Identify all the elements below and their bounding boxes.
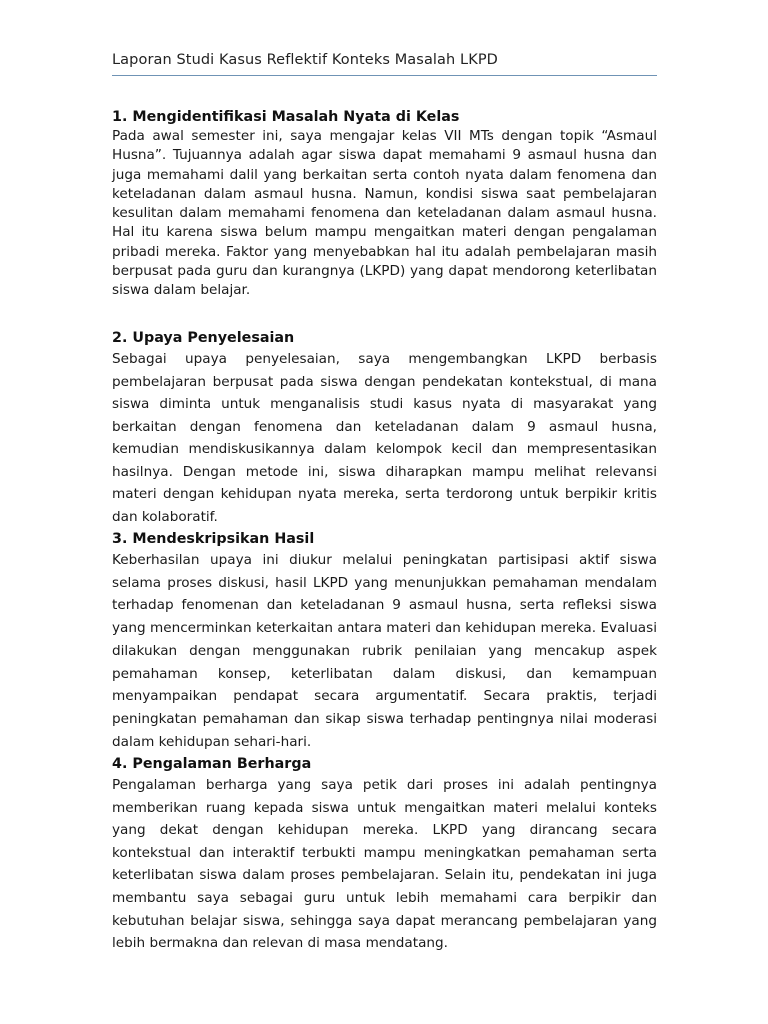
page-header: Laporan Studi Kasus Reflektif Konteks Masalah LKPD	[112, 52, 498, 68]
section-body: Pada awal semester ini, saya mengajar kelas VII MTs dengan topik “Asmaul Husna”. Tujuannya adalah agar siswa dapat memahami 9 asmaul husna dan juga memahami dalil yang berkaitan serta contoh nyata dalam fenomena dan keteladanan dalam asmaul husna. Namun, kondisi siswa saat pembelajaran kesulitan dalam memahami fenomena dan keteladanan dalam asmaul husna. Hal itu karena siswa belum mampu mengaitkan materi dengan pengalaman pribadi mereka. Faktor yang menyebabkan hal itu adalah pembelajaran masih berpusat pada guru dan kurangnya (LKPD) yang dapat mendorong keterlibatan siswa dalam belajar.	[112, 128, 657, 299]
section-heading: 3. Mendeskripsikan Hasil	[112, 531, 315, 547]
section-body: Keberhasilan upaya ini diukur melalui peningkatan partisipasi aktif siswa selama proses diskusi, hasil LKPD yang menunjukkan pemahaman mendalam terhadap fenomenan dan keteladanan 9 asmaul husna, serta refleksi siswa yang mencerminkan keterkaitan antara materi dan kehidupan mereka. Evaluasi dilakukan dengan menggunakan rubrik penilaian yang mencakup aspek pemahaman konsep, keterlibatan dalam diskusi, dan kemampuan menyampaikan pendapat secara argumentatif. Secara praktis, terjadi peningkatan pemahaman dan sikap siswa terhadap pentingnya nilai moderasi dalam kehidupan sehari-hari.	[112, 552, 657, 750]
section-upaya-penyelesaian	[112, 328, 657, 528]
section-heading: 2. Upaya Penyelesaian	[112, 330, 295, 346]
section-deskripsi-hasil	[112, 529, 657, 753]
header-divider	[112, 75, 657, 76]
section-body: Pengalaman berharga yang saya petik dari proses ini adalah pentingnya memberikan ruang kepada siswa untuk mengaitkan materi melalui konteks yang dekat dengan kehidupan mereka. LKPD yang dirancang secara kontekstual dan interaktif terbukti mampu meningkatkan pemahaman serta keterlibatan siswa dalam proses pembelajaran. Selain itu, pendekatan ini juga membantu saya sebagai guru untuk lebih memahami cara berpikir dan kebutuhan belajar siswa, sehingga saya dapat merancang pembelajaran yang lebih bermakna dan relevan di masa mendatang.	[112, 777, 657, 952]
section-heading: 4. Pengalaman Berharga	[112, 756, 312, 772]
section-heading: 1. Mengidentifikasi Masalah Nyata di Kelas	[112, 109, 460, 125]
section-pengalaman-berharga	[112, 754, 657, 955]
section-body: Sebagai upaya penyelesaian, saya mengembangkan LKPD berbasis pembelajaran berpusat pada siswa dengan pendekatan kontekstual, di mana siswa diminta untuk menganalisis studi kasus nyata di masyarakat yang berkaitan dengan fenomena dan keteladanan dalam 9 asmaul husna, kemudian mendiskusikannya dalam kelompok kecil dan mempresentasikan hasilnya. Dengan metode ini, siswa diharapkan mampu melihat relevansi materi dengan kehidupan nyata mereka, serta terdorong untuk berpikir kritis dan kolaboratif.	[112, 351, 657, 525]
section-identifikasi-masalah	[112, 107, 657, 301]
